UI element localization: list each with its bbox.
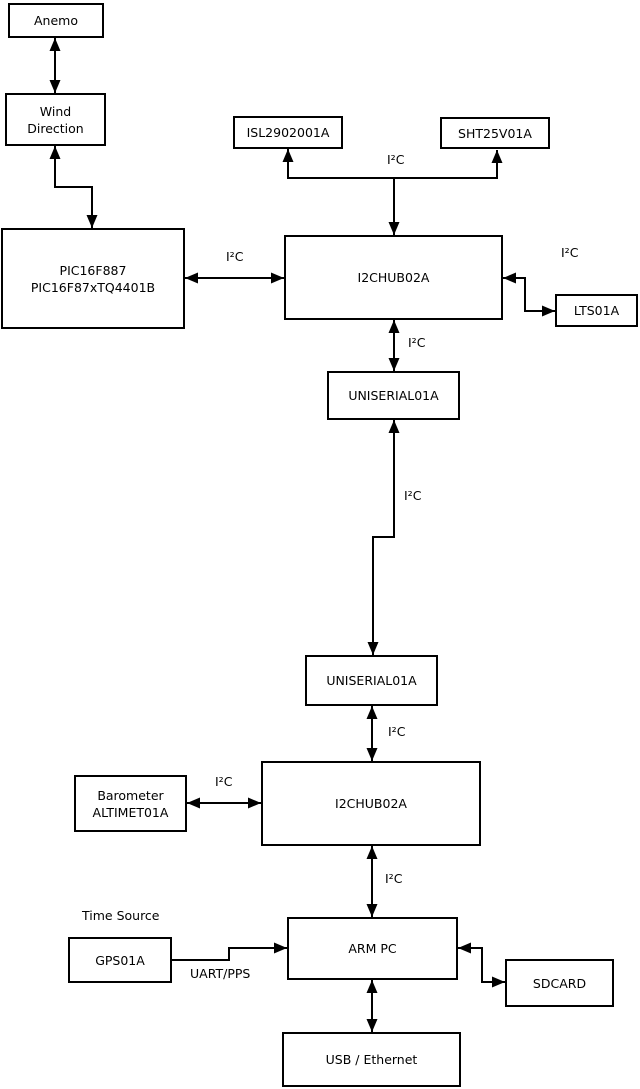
node-label: UNISERIAL01A [326,673,417,688]
node-lts-sensor [555,294,638,327]
node-isl-sensor [233,116,343,149]
node-label: ISL2902001A [246,125,330,140]
label-time-source: Time Source [82,908,160,923]
node-sdcard [505,959,614,1007]
node-arm-pc [287,917,458,980]
bus-label-i2c-hub2-arm: I²C [385,871,403,886]
node-label: Wind [39,103,72,119]
node-label: GPS01A [95,952,145,968]
node-anemo [8,3,104,38]
node-sht-sensor [440,117,550,149]
bus-label-i2c-uniserial-link: I²C [404,488,422,503]
node-label: Direction [27,120,84,136]
connector-uniserial-link [373,420,394,655]
node-label: USB / Ethernet [325,1052,418,1067]
node-label: ALTIMET01A [92,804,169,820]
node-label: I2CHUB02A [335,796,407,811]
connector-armpc-sdcard [458,948,505,982]
node-label: PIC16F887 [59,262,127,278]
bus-label-i2c-barometer: I²C [215,774,233,789]
node-uniserial-bottom [305,655,438,706]
node-i2c-hub-bottom [261,761,481,846]
bus-label-i2c-uniserial-hub2: I²C [388,724,406,739]
node-pic-mcu [1,228,185,329]
node-barometer [74,775,187,832]
bus-label-i2c-lts: I²C [561,245,579,260]
connector-wind-pic [55,146,92,228]
node-usb-ethernet [282,1032,461,1087]
node-i2c-hub-top [284,235,503,320]
node-label: UNISERIAL01A [348,388,439,403]
node-label: Barometer [97,787,164,803]
label-uart-pps: UART/PPS [190,966,251,981]
bus-label-i2c-pic-hub: I²C [226,249,244,264]
node-label: I2CHUB02A [357,270,430,285]
connector-gps-armpc [172,948,287,960]
node-label: PIC16F87xTQ4401B [30,279,156,295]
node-gps [68,937,172,983]
bus-label-i2c-isl-sht: I²C [387,152,405,167]
node-label: SHT25V01A [458,125,532,141]
node-label: Anemo [34,13,78,28]
node-label: LTS01A [573,303,620,318]
node-label: ARM PC [348,941,397,956]
node-label: SDCARD [532,975,587,991]
bus-label-i2c-hub1-uniserial: I²C [408,335,426,350]
node-uniserial-top [327,371,460,420]
node-wind-direction [5,93,106,146]
connector-i2chub-top-lts [503,278,555,311]
